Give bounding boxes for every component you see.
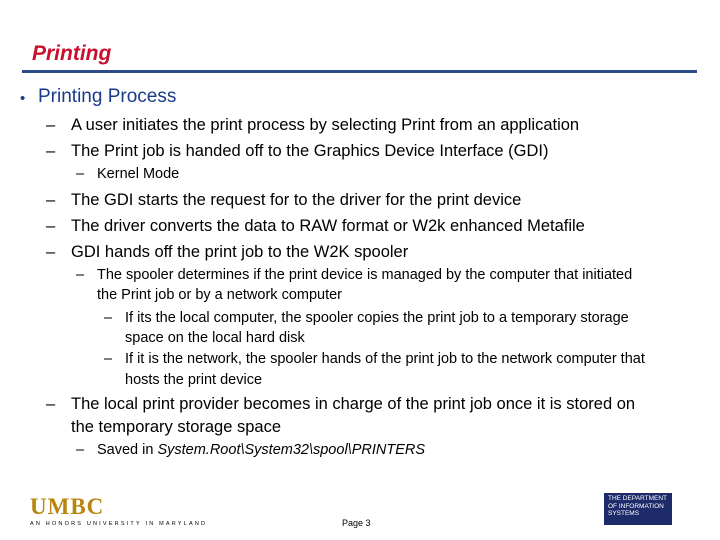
list-item: The local print provider becomes in charge of the print job once it is stored on bbox=[71, 395, 636, 413]
dash-marker: – bbox=[46, 243, 56, 261]
dash-marker: – bbox=[46, 395, 56, 413]
list-item: GDI hands off the print job to the W2K spooler bbox=[71, 243, 409, 261]
list-item-cont: hosts the print device bbox=[125, 372, 263, 388]
list-item: The driver converts the data to RAW format or W2k enhanced Metafile bbox=[71, 217, 585, 235]
umbc-logo bbox=[30, 494, 207, 527]
dept-line-1: THE DEPARTMENT bbox=[608, 495, 667, 502]
slide-title: Printing bbox=[32, 42, 112, 65]
dash-marker: – bbox=[76, 442, 85, 458]
saved-label: Saved in bbox=[97, 442, 158, 458]
list-item: A user initiates the print process by selecting Print from an application bbox=[71, 116, 580, 134]
list-item: The spooler determines if the print device is managed by the computer that initiated bbox=[97, 267, 633, 283]
dash-marker: – bbox=[46, 191, 56, 209]
list-item: Kernel Mode bbox=[97, 166, 180, 182]
list-item: The Print job is handed off to the Graphics Device Interface (GDI) bbox=[71, 142, 549, 160]
dash-marker: – bbox=[104, 351, 113, 367]
printers-path: System.Root\System32\spool\PRINTERS bbox=[157, 442, 426, 458]
dash-marker: – bbox=[76, 267, 85, 283]
dash-marker: – bbox=[46, 217, 56, 235]
main-bullet-text: Printing Process bbox=[38, 86, 177, 107]
title-rule bbox=[22, 70, 697, 73]
department-logo bbox=[604, 493, 672, 525]
page-number: Page 3 bbox=[342, 518, 371, 528]
dept-line-3: SYSTEMS bbox=[608, 510, 640, 517]
list-item: If its the local computer, the spooler copies the print job to a temporary storage bbox=[125, 310, 629, 326]
dash-marker: – bbox=[46, 142, 56, 160]
dept-line-2: OF INFORMATION bbox=[608, 502, 664, 510]
list-item-cont: space on the local hard disk bbox=[125, 330, 305, 346]
list-item: If it is the network, the spooler hands of the print job to the network computer that bbox=[125, 351, 645, 367]
list-item-cont: the Print job or by a network computer bbox=[97, 287, 343, 303]
dash-marker: – bbox=[104, 310, 113, 326]
list-item-saved bbox=[97, 442, 425, 458]
umbc-logo-subtitle: AN HONORS UNIVERSITY IN MARYLAND bbox=[30, 521, 208, 527]
list-item-cont: the temporary storage space bbox=[71, 418, 282, 436]
dash-marker: – bbox=[46, 116, 56, 134]
dash-marker: – bbox=[76, 166, 85, 182]
list-item: The GDI starts the request for to the driver for the print device bbox=[71, 191, 522, 209]
main-bullet: • bbox=[20, 90, 26, 107]
umbc-logo-text: UMBC bbox=[30, 494, 105, 519]
